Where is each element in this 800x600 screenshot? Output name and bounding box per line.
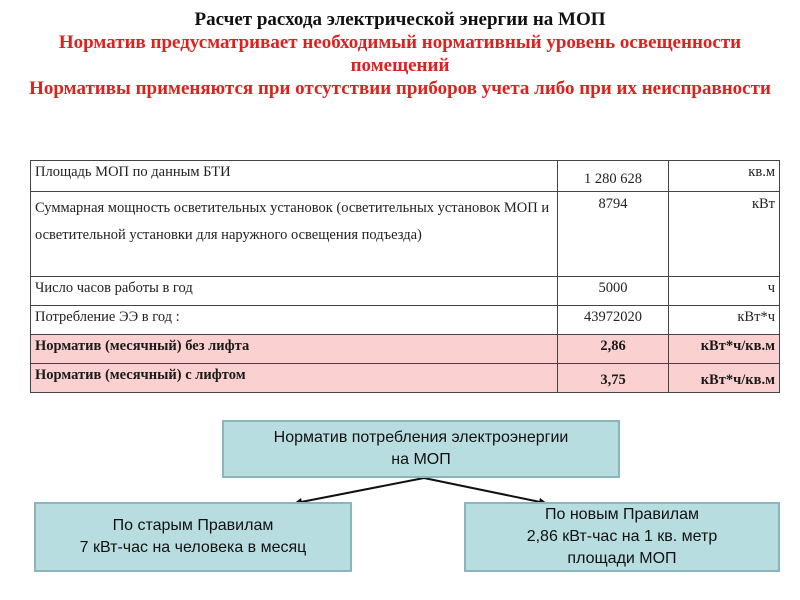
slide-header [20,8,780,100]
row-unit: кВт*ч/кв.м [669,364,780,393]
row-unit: кВт [669,192,780,277]
row-value: 43972020 [558,306,669,335]
norm-description: Норматив предусматривает необходимый нормативный уровень освещенности помещений [58,32,742,76]
row-label: Число часов работы в год [31,277,558,306]
norm-consumption-box [222,420,620,478]
slide-title: Расчет расхода электрической энергии на МОП [194,9,606,30]
norm-condition: Нормативы применяются при отсутствии приборов учета либо при их неисправности [29,78,771,99]
box-line: площади МОП [567,550,677,567]
calculation-table [30,160,780,393]
row-unit: ч [669,277,780,306]
row-label: Суммарная мощность осветительных установок (осветительных установок МОП и осветительной установки для наружного освещения подъезда) [31,192,558,277]
box-line: По старым Правилам [112,517,274,534]
row-value: 2,86 [558,335,669,364]
table-row [31,192,780,277]
row-value: 3,75 [558,364,669,393]
row-label: Площадь МОП по данным БТИ [31,161,558,192]
box-line: 7 кВт-час на человека в месяц [79,539,307,556]
row-unit: кВт*ч/кв.м [669,335,780,364]
arrow-right [424,478,545,503]
box-line: 2,86 кВт-час на 1 кв. метр [526,528,718,545]
old-rules-box [34,502,352,572]
new-rules-box [464,502,780,572]
row-label: Норматив (месячный) без лифта [31,335,558,364]
table-row [31,306,780,335]
row-label: Норматив (месячный) с лифтом [31,364,558,393]
row-value: 1 280 628 [558,161,669,192]
table-row-highlight [31,364,780,393]
table-row [31,277,780,306]
table-row [31,161,780,192]
row-value: 8794 [558,192,669,277]
row-label: Потребление ЭЭ в год : [31,306,558,335]
box-line: на МОП [391,451,451,468]
box-line: По новым Правилам [545,506,699,523]
arrow-left [296,478,424,503]
row-unit: кВт*ч [669,306,780,335]
row-value: 5000 [558,277,669,306]
row-unit: кв.м [669,161,780,192]
table-row-highlight [31,335,780,364]
box-line: Норматив потребления электроэнергии [273,429,569,446]
